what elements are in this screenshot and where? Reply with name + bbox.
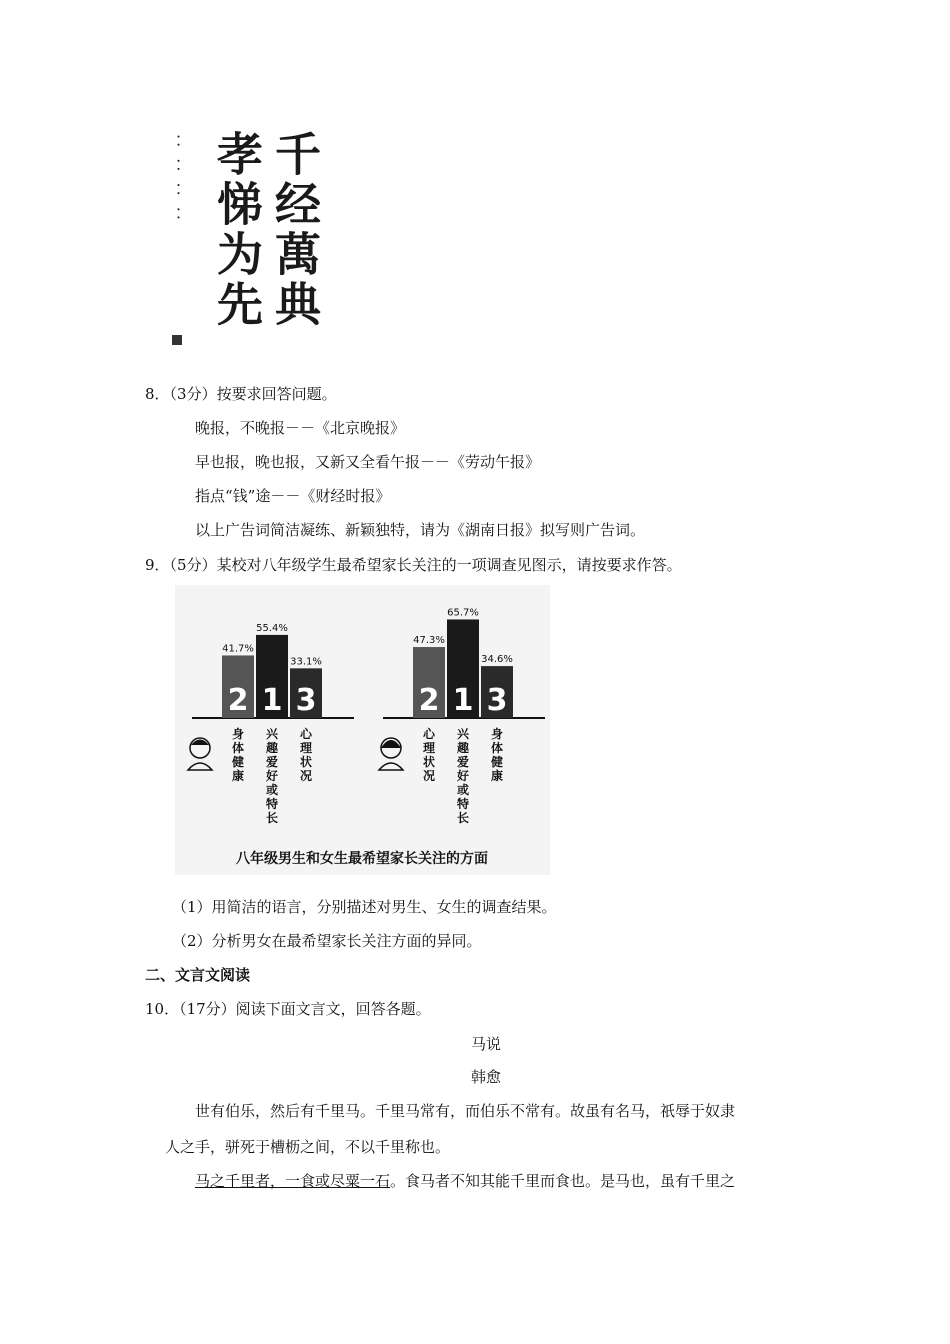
- q9-sub-2: （2）分析男女在最希望家长关注方面的异同。: [172, 932, 482, 950]
- girls-rank-label-1: 2: [418, 683, 440, 718]
- calligraphy-column-left: 孝悌为先: [210, 130, 264, 330]
- calligraphy-inscription: ·· ·· ·· ··: [169, 134, 188, 223]
- girls-value-label-1: 47.3%: [413, 635, 445, 647]
- girls-value-label-3: 34.6%: [481, 654, 513, 666]
- girls-category-label-2-char: 或: [456, 783, 470, 797]
- seal-stamp: [172, 335, 182, 345]
- boys-category-label-3-char: 况: [299, 769, 313, 783]
- girls-category-label-2-char: 好: [456, 769, 470, 783]
- q8-line-3: 指点“钱”途－－《财经时报》: [195, 487, 391, 505]
- girls-value-label-2: 65.7%: [447, 607, 479, 619]
- passage-title: 马说: [471, 1035, 502, 1053]
- boys-category-label-2-char: 兴: [265, 727, 279, 741]
- boys-rank-label-1: 2: [227, 683, 249, 718]
- boys-category-label-2-char: 趣: [265, 741, 279, 755]
- girls-category-label-3-char: 康: [490, 769, 504, 783]
- boys-rank-label-3: 3: [295, 683, 317, 718]
- q8-line-2: 早也报，晚也报，又新又全看午报－－《劳动午报》: [195, 453, 541, 471]
- boys-person-body-icon: [188, 763, 212, 770]
- survey-chart-svg: [175, 585, 550, 875]
- girls-category-label-3-char: 健: [490, 755, 504, 769]
- boys-value-label-3: 33.1%: [290, 656, 322, 668]
- calligraphy-column-right: 千经萬典: [268, 130, 322, 330]
- boys-category-label-2-char: 爱: [265, 755, 279, 769]
- boys-category-label-3-char: 理: [299, 741, 313, 755]
- girls-category-label-2-char: 爱: [456, 755, 470, 769]
- girls-category-label-3-char: 身: [490, 727, 504, 741]
- girls-category-label-1-char: 况: [422, 769, 436, 783]
- q9-sub-1: （1）用简洁的语言，分别描述对男生、女生的调查结果。: [172, 898, 557, 916]
- girls-category-label-2-char: 趣: [456, 741, 470, 755]
- girls-rank-label-2: 1: [452, 683, 474, 718]
- passage-para2-line1: [195, 1171, 735, 1191]
- boys-value-label-2: 55.4%: [256, 622, 288, 634]
- q8-line-1: 晚报，不晚报－－《北京晚报》: [195, 419, 406, 437]
- girls-person-body-icon: [379, 763, 403, 770]
- girls-category-label-1-char: 心: [422, 727, 436, 741]
- chart-caption: 八年级男生和女生最希望家长关注的方面: [236, 851, 488, 867]
- girls-category-label-3-char: 体: [490, 741, 504, 755]
- boys-value-label-1: 41.7%: [222, 643, 254, 655]
- girls-category-label-1-char: 状: [422, 755, 436, 769]
- girls-category-label-2-char: 兴: [456, 727, 470, 741]
- boys-category-label-1-char: 身: [231, 727, 245, 741]
- boys-category-label-1-char: 体: [231, 741, 245, 755]
- q8-stem: 8．（3分）按要求回答问题。: [145, 385, 337, 403]
- girls-rank-label-3: 3: [486, 683, 508, 718]
- boys-category-label-2-char: 或: [265, 783, 279, 797]
- underlined-sentence: 马之千里者，一食或尽粟一石: [195, 1172, 391, 1190]
- boys-rank-label-2: 1: [261, 683, 283, 718]
- survey-chart: [175, 585, 550, 875]
- para2-rest: 。食马者不知其能千里而食也。是马也，虽有千里之: [390, 1172, 736, 1190]
- boys-category-label-3-char: 状: [299, 755, 313, 769]
- boys-category-label-2-char: 好: [265, 769, 279, 783]
- girls-category-label-1-char: 理: [422, 741, 436, 755]
- boys-category-label-1-char: 健: [231, 755, 245, 769]
- section-heading: 二、文言文阅读: [145, 966, 251, 984]
- q9-stem: 9．（5分）某校对八年级学生最希望家长关注的一项调查见图示，请按要求作答。: [145, 556, 682, 574]
- girls-category-label-2-char: 特: [456, 797, 470, 811]
- passage-para1-line1: 世有伯乐，然后有千里马。千里马常有，而伯乐不常有。故虽有名马，祇辱于奴隶: [195, 1102, 736, 1120]
- boys-category-label-1-char: 康: [231, 769, 245, 783]
- q8-line-4: 以上广告词简洁凝练、新颖独特，请为《湖南日报》拟写则广告词。: [195, 521, 646, 539]
- passage-author: 韩愈: [471, 1068, 502, 1086]
- passage-para1-line2: 人之手，骈死于槽枥之间，不以千里称也。: [165, 1138, 451, 1156]
- boys-category-label-2-char: 特: [265, 797, 279, 811]
- boys-category-label-3-char: 心: [299, 727, 313, 741]
- calligraphy-image: [165, 130, 325, 355]
- q10-stem: 10．（17分）阅读下面文言文，回答各题。: [145, 1000, 431, 1018]
- girls-category-label-2-char: 长: [456, 811, 470, 825]
- boys-category-label-2-char: 长: [265, 811, 279, 825]
